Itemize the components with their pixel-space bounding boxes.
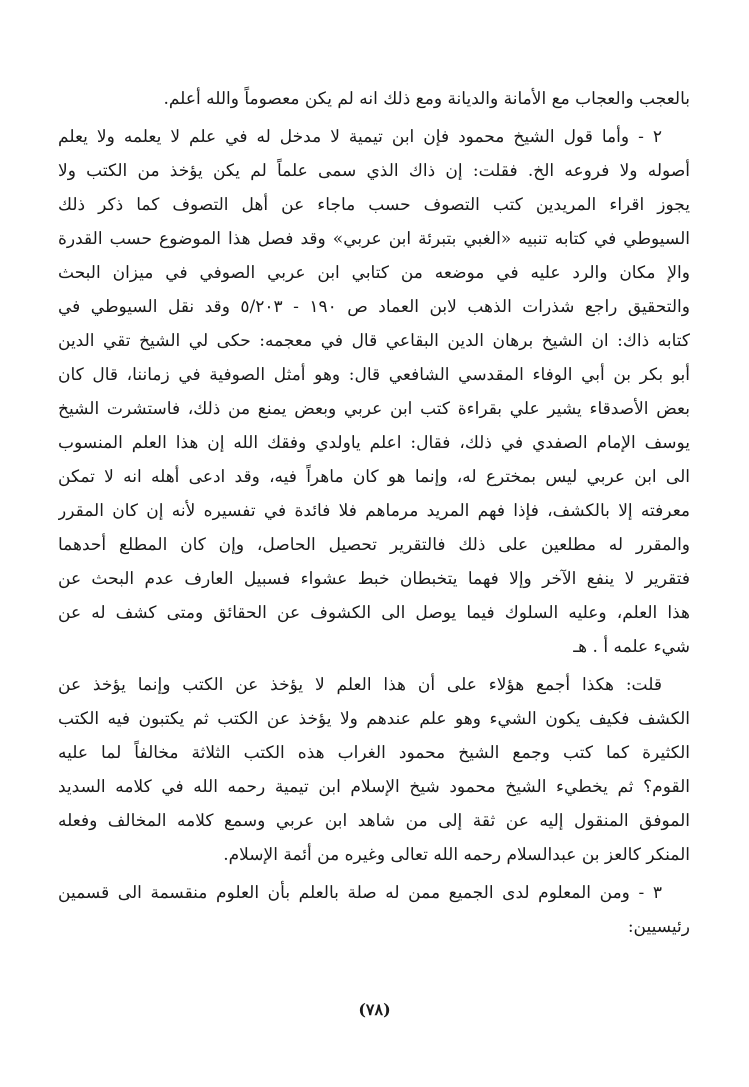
text-line: ٢ - وأما قول الشيخ محمود فإن ابن تيمية لا مدخل له في علم لا يعلمه ولا يعلم: [58, 127, 662, 147]
text-line: الى ابن عربي ليس بمخترع له، وإنما هو كان ماهراً فيه، وقد ادعى أهله انه لا تمكن: [58, 467, 690, 487]
text-line: يجوز اقراء المريدين كتب التصوف حسب ماجاء عن أهل التصوف كما ذكر ذلك: [58, 195, 690, 215]
text-line: بعض الأصدقاء يشير علي بقراءة كتب ابن عربي وبعض يمنع من ذلك، فاستشرت الشيخ: [58, 399, 690, 419]
text-line: معرفته إلا بالكشف، فإذا فهم المريد مرماهم فلا فائدة في تفسيره لأنه إن كان المقرر: [58, 501, 690, 521]
text-line: الموفق المنقول إليه عن ثقة إلى من شاهد ابن عربي وسمع كلامه المخالف وفعله: [58, 811, 690, 831]
text-line: والمقرر له مطلعين على ذلك فالتقرير تحصيل الحاصل، وإن كان المطلع أحدهما: [58, 535, 690, 555]
text-line: رئيسيين:: [627, 917, 690, 937]
text-line: قلت: هكذا أجمع هؤلاء على أن هذا العلم لا يؤخذ عن الكتب وإنما يؤخذ عن: [58, 675, 662, 695]
text-line: الكثيرة كما كتب وجمع الشيخ محمود الغراب هذه الكتب الثلاثة مخالفاً لما عليه: [58, 743, 690, 763]
text-line: هذا العلم، وعليه السلوك فيما يوصل الى الكشوف عن الحقائق ومتى كشف له عن: [58, 603, 690, 623]
page-body: [58, 84, 690, 1044]
text-line: أبو بكر بن أبي الوفاء المقدسي الشافعي قال: وهو أمثل الصوفية في زماننا، قال كان: [58, 365, 690, 385]
text-line: والتحقيق راجع شذرات الذهب لابن العماد ص ١٩٠ - ٥/٢٠٣ وقد نقل السيوطي في: [58, 297, 690, 317]
text-line: السيوطي في كتابه تنبيه «الغبي بتبرئة ابن عربي» وقد فصل هذا الموضوع حسب القدرة: [58, 229, 690, 249]
text-line: بالعجب والعجاب مع الأمانة والديانة ومع ذلك انه لم يكن معصوماً والله أعلم.: [163, 89, 690, 109]
page-number: (٧٨): [358, 1000, 391, 1019]
text-line: أصوله ولا فروعه الخ. فقلت: إن ذاك الذي سمى علماً لم يكن يؤخذ من الكتب ولا: [58, 161, 690, 181]
text-line: القوم؟ ثم يخطيء الشيخ محمود شيخ الإسلام ابن تيمية رحمه الله في كلامه السديد: [58, 777, 690, 797]
text-line: ٣ - ومن المعلوم لدى الجميع ممن له صلة بالعلم بأن العلوم منقسمة الى قسمين: [58, 883, 662, 903]
text-line: شيء علمه أ . هـ: [573, 637, 690, 657]
text-line: كتابه ذاك: ان الشيخ برهان الدين البقاعي قال في معجمه: حكى لي الشيخ تقي الدين: [58, 331, 690, 351]
text-line: المنكر كالعز بن عبدالسلام رحمه الله تعالى وغيره من أئمة الإسلام.: [223, 845, 690, 865]
text-line: والإ مكان والرد عليه في موضعه من كتابي ابن عربي الصوفي في ميزان البحث: [58, 263, 690, 283]
text-line: فتقرير لا ينفع الآخر وإلا فهما يتخبطان خبط عشواء فسبيل العارف عدم البحث عن: [58, 569, 690, 589]
text-line: يوسف الإمام الصفدي في ذلك، فقال: اعلم ياولدي وفقك الله إن هذا العلم المنسوب: [58, 433, 690, 453]
text-line: الكشف فكيف يكون الشيء وهو علم عندهم ولا يؤخذ عن الكتب ثم يكتبون فيه الكتب: [58, 709, 690, 729]
